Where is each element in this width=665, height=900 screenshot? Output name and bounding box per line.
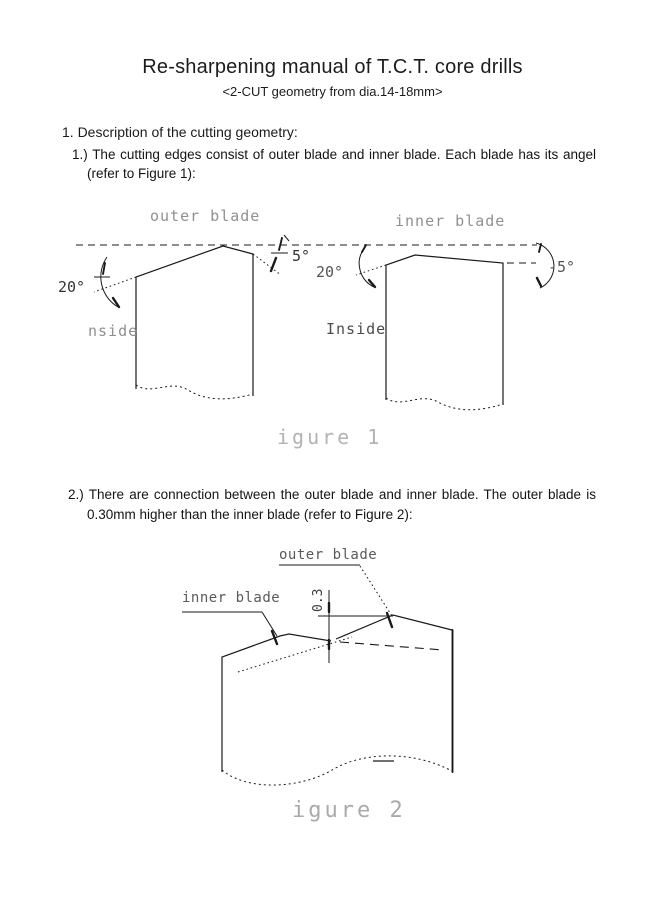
figure2-inner-blade-callout: [182, 590, 280, 644]
figure1-inner-rake-annotation: [507, 243, 575, 288]
figure1-caption: igure 1: [277, 425, 383, 449]
figure2-outer-blade-callout: [279, 547, 392, 627]
figure1-inside-left-label: nside: [88, 322, 139, 340]
figure1-outer-clearance-annotation: [58, 257, 119, 307]
figure2-height-dimension-value: 0.3: [311, 588, 326, 612]
figure1-inner-rake-angle-label: -5°: [548, 258, 576, 276]
figure1-inner-blade-label: inner blade: [395, 212, 506, 230]
figure1-outer-rake-annotation: [271, 235, 310, 271]
figure1-outer-clearance-angle-label: 20°: [58, 278, 86, 296]
figure2-outer-blade-label: outer blade: [279, 547, 378, 563]
figure2-caption: igure 2: [292, 798, 406, 823]
figure2-height-dimension: [311, 589, 393, 663]
figure2-inner-blade-label: inner blade: [182, 590, 281, 606]
figure1-inner-clearance-annotation: [316, 245, 375, 287]
document-title: Re-sharpening manual of T.C.T. core drills: [142, 56, 523, 78]
figure1-inside-right-label: Inside: [326, 320, 387, 338]
figure2-blade-shape: [222, 615, 453, 785]
figure-2-drawing: [0, 540, 665, 840]
item1-text-line1: 1.) The cutting edges consist of outer blade and inner blade. Each blade has its angel: [72, 147, 596, 162]
figure-1-drawing: [0, 195, 665, 465]
item1-text-line2: (refer to Figure 1):: [87, 166, 196, 181]
item2-text-line2: 0.30mm higher than the inner blade (refer to Figure 2):: [87, 507, 413, 522]
item2-text-line1: 2.) There are connection between the outer blade and inner blade. The outer blade is: [68, 487, 596, 502]
figure1-outer-rake-angle-label: 5°: [292, 247, 311, 265]
document-subtitle: <2-CUT geometry from dia.14-18mm>: [222, 84, 443, 99]
figure1-inner-clearance-angle-label: 20°: [316, 263, 344, 281]
section1-heading: 1. Description of the cutting geometry:: [62, 124, 298, 140]
figure1-outer-blade-label: outer blade: [150, 207, 261, 225]
